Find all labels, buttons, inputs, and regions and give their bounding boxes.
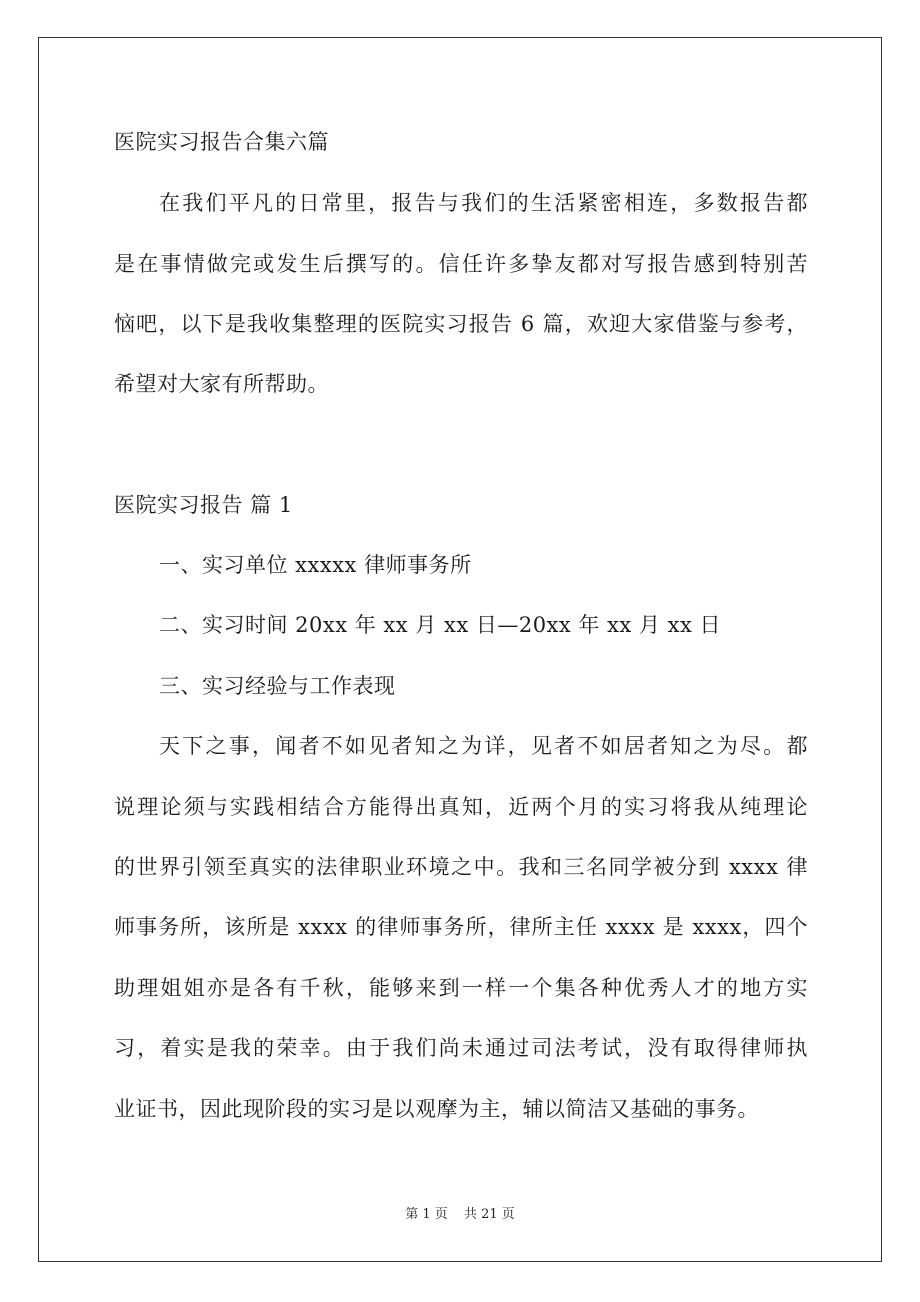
- body-line-6: 习，着实是我的荣幸。由于我们尚未通过司法考试，没有取得律师执: [114, 1036, 808, 1060]
- page-total: 共 21 页: [463, 1207, 515, 1222]
- page-number: 第 1 页: [405, 1207, 448, 1222]
- intro-line-1: 在我们平凡的日常里，报告与我们的生活紧密相连，多数报告都: [159, 191, 808, 215]
- body-line-3: 的世界引领至真实的法律职业环境之中。我和三名同学被分到 xxxx 律: [114, 855, 808, 879]
- body-line-2: 说理论须与实践相结合方能得出真知，近两个月的实习将我从纯理论: [114, 795, 808, 819]
- intro-line-2: 是在事情做完或发生后撰写的。信任许多挚友都对写报告感到特别苦: [114, 252, 808, 276]
- body-line-7: 业证书，因此现阶段的实习是以观摩为主，辅以简洁又基础的事务。: [114, 1097, 759, 1121]
- item-internship-unit: 一、实习单位 xxxxx 律师事务所: [159, 553, 472, 577]
- page-border: [38, 37, 882, 1262]
- body-line-5: 助理姐姐亦是各有千秋，能够来到一样一个集各种优秀人才的地方实: [114, 976, 808, 1000]
- document-title: 医院实习报告合集六篇: [114, 130, 329, 154]
- intro-line-4: 希望对大家有所帮助。: [114, 372, 329, 396]
- item-experience-heading: 三、实习经验与工作表现: [159, 674, 396, 698]
- page-footer: [0, 1206, 920, 1224]
- intro-line-3: 恼吧，以下是我收集整理的医院实习报告 6 篇，欢迎大家借鉴与参考，: [114, 312, 808, 336]
- item-internship-time: 二、实习时间 20xx 年 xx 月 xx 日—20xx 年 xx 月 xx 日: [159, 613, 721, 637]
- body-line-1: 天下之事，闻者不如见者知之为详，见者不如居者知之为尽。都: [159, 734, 808, 758]
- section-heading: 医院实习报告 篇 1: [114, 493, 293, 517]
- body-line-4: 师事务所，该所是 xxxx 的律师事务所，律所主任 xxxx 是 xxxx，四个: [114, 915, 808, 939]
